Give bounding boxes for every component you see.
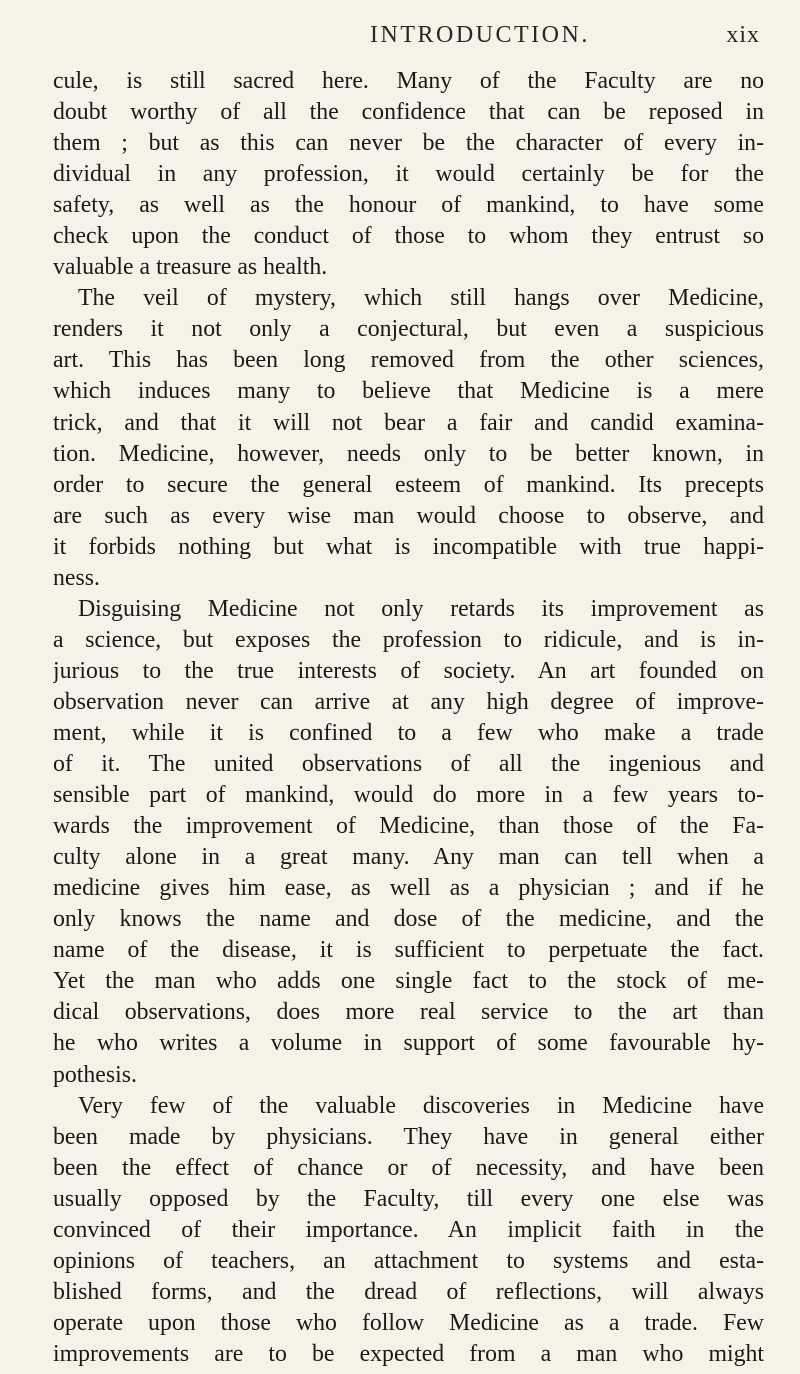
text-line: observation never can arrive at any high degree of improve- bbox=[53, 688, 764, 715]
text-line: he who writes a volume in support of some favourable hy- bbox=[53, 1030, 764, 1057]
text-line: usually opposed by the Faculty, till every one else was bbox=[53, 1185, 764, 1212]
text-line: opinions of teachers, an attachment to systems and esta- bbox=[53, 1247, 764, 1274]
text-line: valuable a treasure as health. bbox=[53, 254, 328, 281]
text-line: The veil of mystery, which still hangs over Medicine, bbox=[78, 285, 764, 312]
text-line: been made by physicians. They have in general either bbox=[53, 1123, 764, 1150]
text-line: order to secure the general esteem of mankind. Its precepts bbox=[53, 471, 764, 498]
text-line: trick, and that it will not bear a fair and candid examina- bbox=[53, 409, 764, 436]
text-line: dividual in any profession, it would certainly be for the bbox=[53, 161, 764, 188]
text-line: medicine gives him ease, as well as a physician ; and if he bbox=[53, 875, 764, 902]
body-text bbox=[53, 66, 764, 1370]
page-number: xix bbox=[726, 22, 760, 48]
text-line: ness. bbox=[53, 564, 100, 591]
text-line: a science, but exposes the profession to ridicule, and is in- bbox=[53, 626, 764, 653]
text-line: improvements are to be expected from a man who might bbox=[53, 1340, 764, 1367]
running-head-title: INTRODUCTION. bbox=[370, 22, 590, 48]
text-line: Yet the man who adds one single fact to the stock of me- bbox=[53, 968, 764, 995]
text-line: it forbids nothing but what is incompatible with true happi- bbox=[53, 533, 764, 560]
text-line: check upon the conduct of those to whom they entrust so bbox=[53, 223, 764, 250]
text-line: which induces many to believe that Medicine is a mere bbox=[53, 378, 764, 405]
text-line: culty alone in a great many. Any man can tell when a bbox=[53, 844, 764, 871]
text-line: jurious to the true interests of society. An art founded on bbox=[53, 657, 764, 684]
text-line: wards the improvement of Medicine, than those of the Fa- bbox=[53, 813, 764, 840]
text-line: been the effect of chance or of necessity, and have been bbox=[53, 1154, 764, 1181]
text-line: art. This has been long removed from the other sciences, bbox=[53, 347, 764, 374]
text-line: renders it not only a conjectural, but even a suspicious bbox=[53, 316, 764, 343]
text-line: dical observations, does more real service to the art than bbox=[53, 999, 764, 1026]
text-line: sensible part of mankind, would do more in a few years to- bbox=[53, 782, 764, 809]
text-line: safety, as well as the honour of mankind, to have some bbox=[53, 192, 764, 219]
text-line: Very few of the valuable discoveries in Medicine have bbox=[78, 1092, 764, 1119]
text-line: of it. The united observations of all the ingenious and bbox=[53, 751, 764, 778]
text-line: cule, is still sacred here. Many of the Faculty are no bbox=[53, 68, 764, 94]
text-line: name of the disease, it is sufficient to perpetuate the fact. bbox=[53, 937, 764, 964]
text-line: convinced of their importance. An implicit faith in the bbox=[53, 1216, 764, 1243]
text-line: Disguising Medicine not only retards its improvement as bbox=[78, 595, 764, 622]
text-line: pothesis. bbox=[53, 1061, 137, 1088]
text-line: ment, while it is confined to a few who make a trade bbox=[53, 719, 764, 746]
text-line: operate upon those who follow Medicine as a trade. Few bbox=[53, 1309, 764, 1336]
text-line: them ; but as this can never be the character of every in- bbox=[53, 130, 764, 157]
text-line: blished forms, and the dread of reflections, will always bbox=[53, 1278, 764, 1305]
text-line: doubt worthy of all the confidence that can be reposed in bbox=[53, 99, 764, 126]
text-line: only knows the name and dose of the medicine, and the bbox=[53, 906, 764, 933]
running-head bbox=[120, 18, 760, 58]
text-line: are such as every wise man would choose to observe, and bbox=[53, 502, 764, 529]
text-line: tion. Medicine, however, needs only to be better known, in bbox=[53, 440, 764, 467]
